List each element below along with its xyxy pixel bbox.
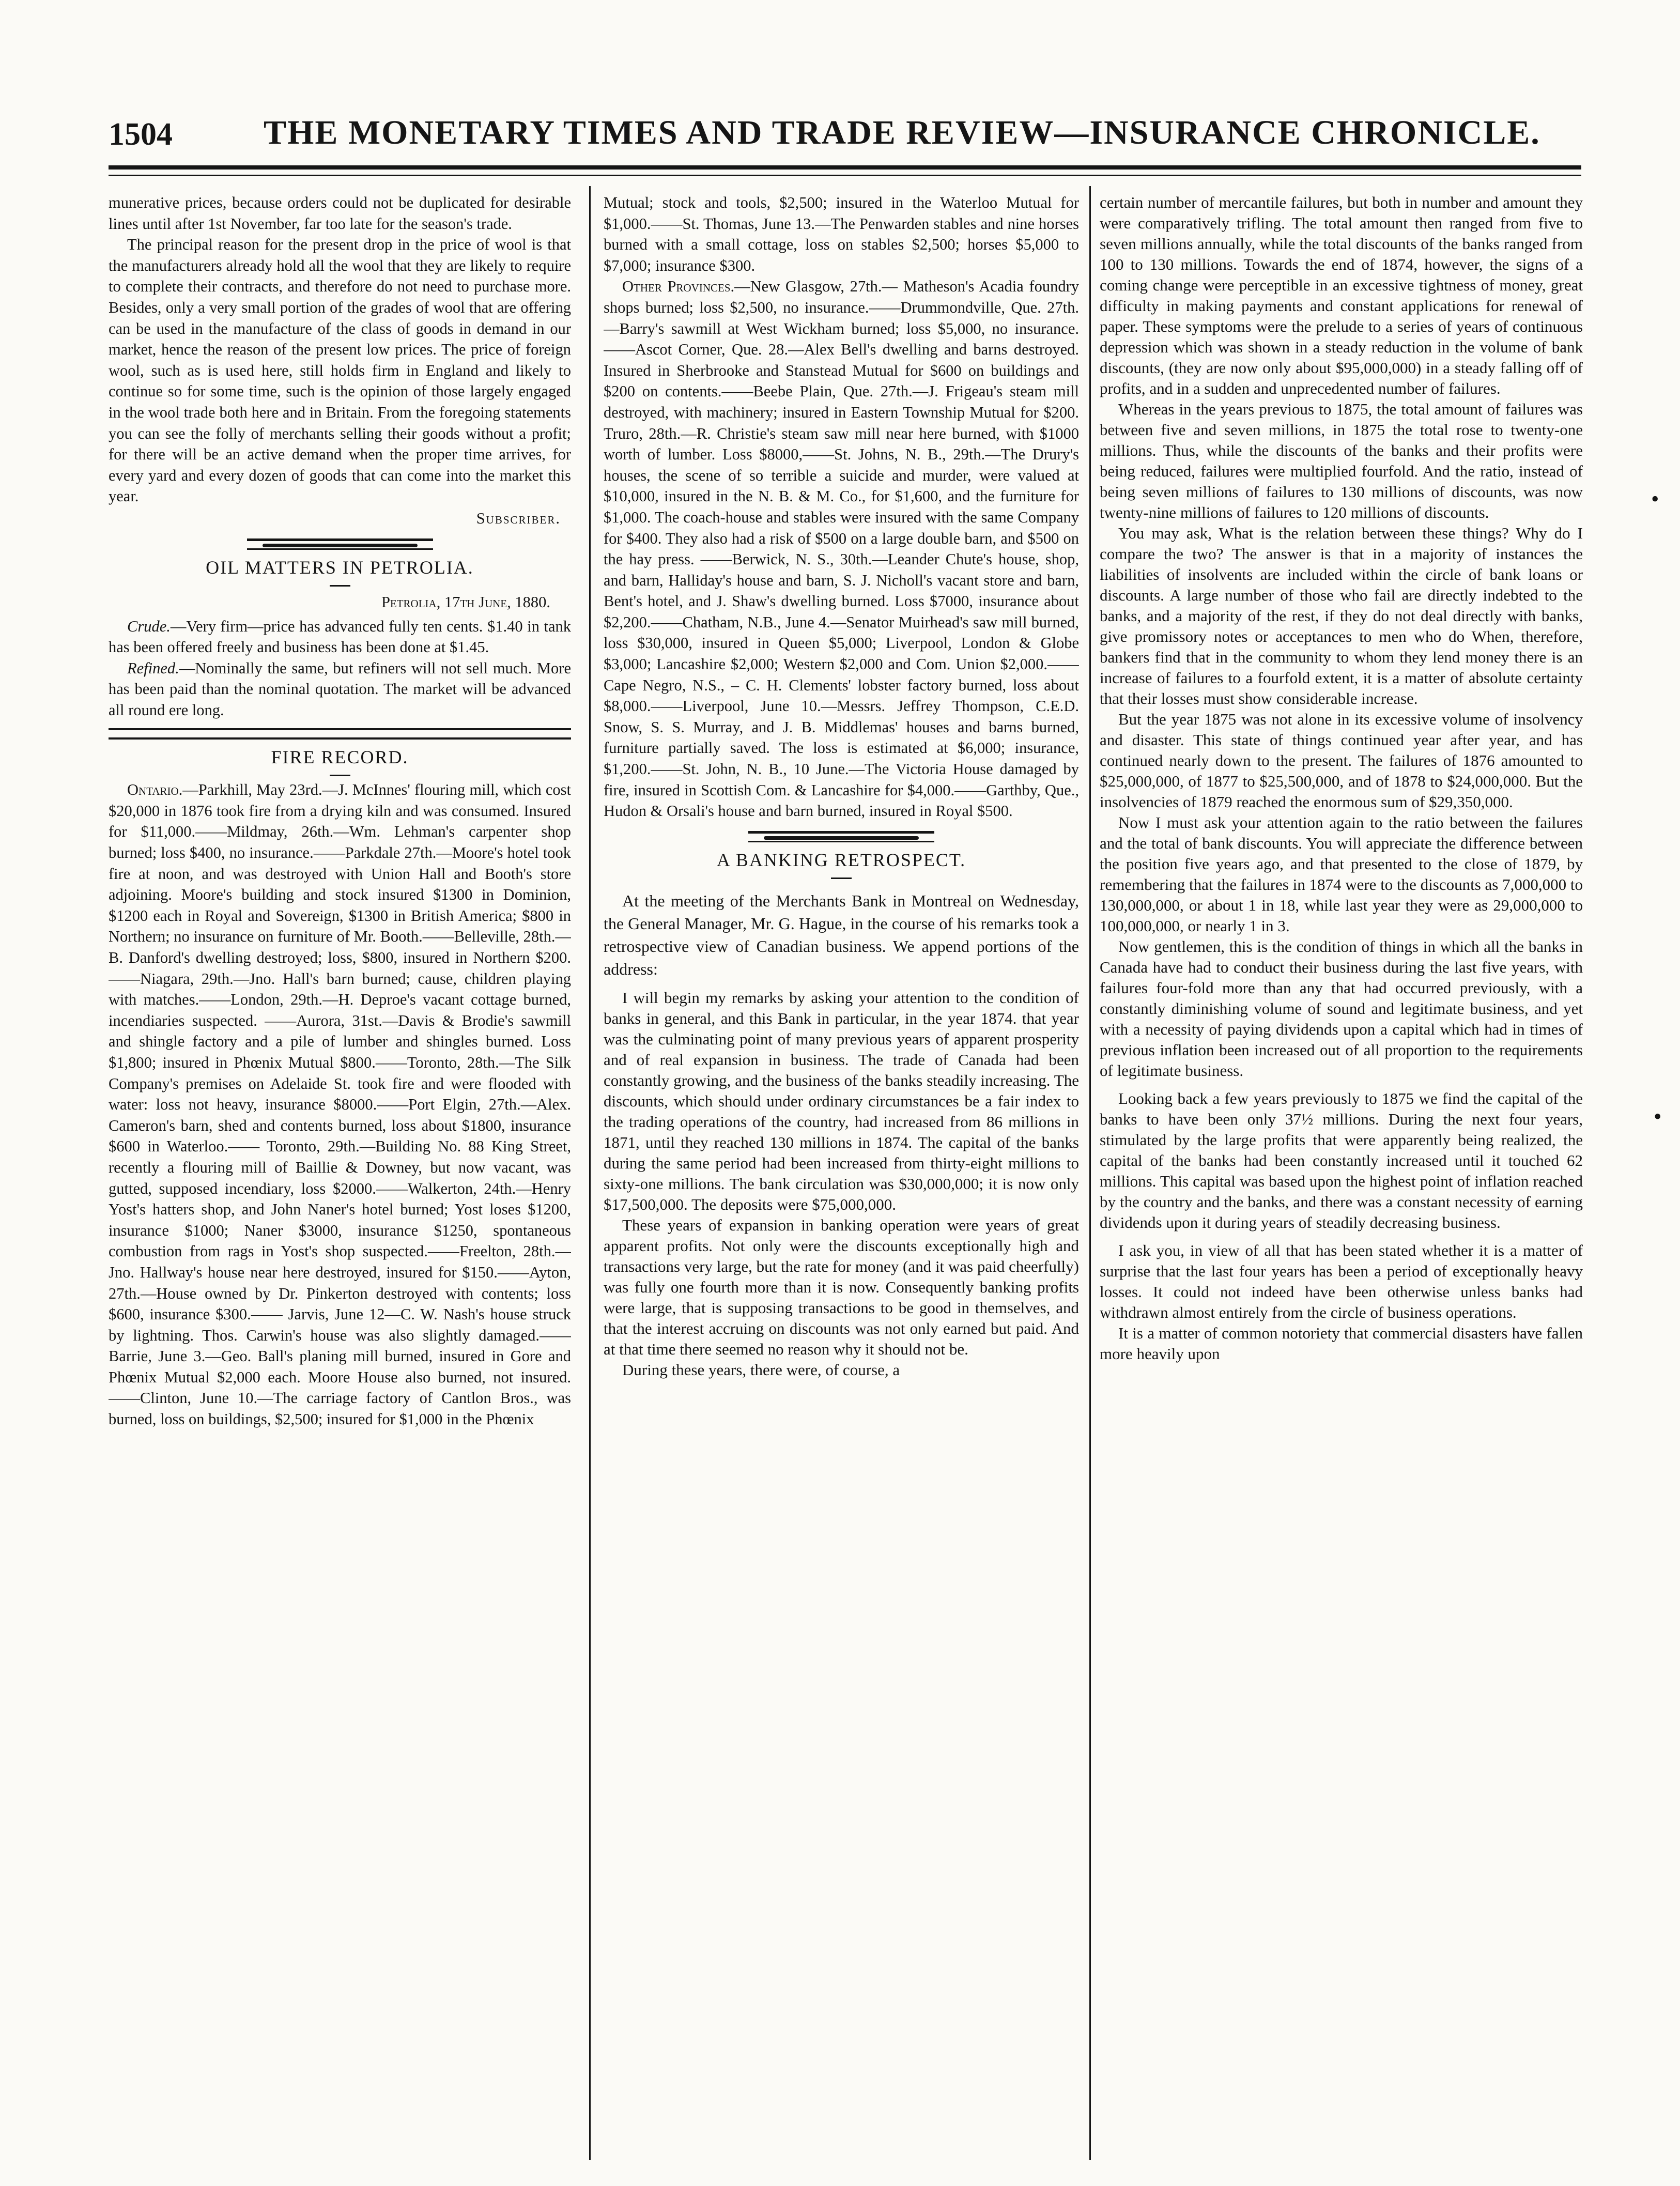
crude-label: Crude. <box>127 617 171 635</box>
retrospect-paragraph-5: Now I must ask your attention again to the ratio between the failures and the total of bank discounts. You will appreciate the difference between the position five years ago, and that presented to the close of 1879, by remembering that the failures in 1874 were to the discounts as 7,000,000 to 130,000,000, or about 1 in 18, while last year they were as 29,000,000 to 100,000,000, or nearly 1 in 3. <box>1100 813 1583 935</box>
heading-dash <box>330 775 350 776</box>
refined-text: —Nominally the same, but refiners will not sell much. More has been paid than the nominal quotation. The market will be advanced all round ere long. <box>109 659 571 719</box>
banking-heading: A BANKING RETROSPECT. <box>716 849 966 870</box>
banking-intro: At the meeting of the Merchants Bank in Montreal on Wednesday, the General Manager, Mr. G. Hague, in the course of his remarks took a retrospective view of Canadian business. We append portions of the address: <box>604 891 1079 979</box>
column-2 <box>604 192 1079 2156</box>
refined-label: Refined. <box>127 659 179 677</box>
refined-paragraph <box>109 658 571 721</box>
column-divider-1 <box>589 186 591 2160</box>
page-number: 1504 <box>109 117 173 152</box>
crude-paragraph <box>109 616 571 658</box>
crude-text: —Very firm—price has advanced fully ten cents. $1.40 in tank has been offered freely and business has been done at $1.45. <box>109 617 571 656</box>
other-provinces-label: Other Provinces. <box>622 278 735 296</box>
retrospect-paragraph-1: certain number of mercantile failures, but both in number and amount they were comparatively trifling. The total amount then ranged from five to seven millions annually, while the total discounts of the banks ranged from 100 to 130 millions. Towards the end of 1874, however, the signs of a coming change were perceptible in an excessive tightness of money, great difficulty in making payments and constant applications for renewal of paper. These symptoms were the prelude to a series of years of continuous depression which was shown in a steady reduction in the volume of bank discounts, (they are now only about $95,000,000) in a steady falling off of profits, and in a sudden and unprecedented number of failures. <box>1100 193 1583 397</box>
section-ornament <box>748 831 934 842</box>
retrospect-paragraph-3: You may ask, What is the relation between these things? Why do I compare the two? The answer is that in a majority of instances the liabilities of insolvents are included within the circle of bank loans or discounts. A large number of those who fail are directly indebted to the banks, and a majority of the rest, if they do not deal directly with banks, give promissory notes or acceptances to men who do When, therefore, bankers find that in the community to whom they lend money there is an increase of failures to a fourfold extent, it is a matter of absolute certainty that their losses must show considerable increase. <box>1100 524 1583 707</box>
column-3 <box>1100 192 1583 2156</box>
retrospect-paragraph-7: Looking back a few years previously to 1875 we find the capital of the banks to have been only 37½ millions. During the next four years, stimulated by the large profits that were apparently being realized, the capital of the banks had been constantly increased until it touched 62 millions. This capital was based upon the highest point of inflation reached by the country and the banks, and there was a constant necessity of earning dividends upon it during years of steadily decreasing business. <box>1100 1089 1583 1231</box>
ontario-paragraph <box>109 779 571 1429</box>
banking-paragraph-1: I will begin my remarks by asking your attention to the condition of banks in general, and this Bank in particular, in the year 1874. that year was the culminating point of many previous years of apparent prosperity and of real expansion in business. The trade of Canada had been constantly growing, and the business of the banks steadily increasing. The discounts, which should under ordinary circumstances be a fair index to the trading operations of the country, had increased from 86 millions in 1871, until they reached 130 millions in 1874. The capital of the banks during the same period had been increased from thirty-eight millions to sixty-one millions. The bank circulation was $30,000,000; it is now only $17,500,000. The deposits were $75,000,000. <box>604 989 1079 1214</box>
fire-continued-paragraph: Mutual; stock and tools, $2,500; insured in the Waterloo Mutual for $1,000.——St. Thomas, June 13.—The Penwarden stables and nine horses burned with a small cottage, loss on stables $2,500; horses $5,000 to $7,000; insurance $300. <box>604 194 1079 274</box>
retrospect-paragraph-2: Whereas in the years previous to 1875, the total amount of failures was between five and seven millions, in 1875 the total rose to twenty-one millions. Thus, while the discounts of the banks and their profits were being reduced, failures were multiplied fourfold. And the ratio, instead of being seven millions of failures to 130 millions of discounts, was now twenty-nine millions of failures to 120 millions of discounts. <box>1100 400 1583 521</box>
header-rule-thin <box>109 175 1581 176</box>
ontario-text: —Parkhill, May 23rd.—J. McInnes' flouring mill, which cost $20,000 in 1876 took fire from a drying kiln and was consumed. Insured for $11,000.——Mildmay, 26th.—Wm. Lehman's carpenter shop burned; loss $400, no insurance.——Parkdale 27th.—Moore's hotel took fire at noon, and was destroyed with Union Hall and Booth's store adjoining. Moore's building and stock insured $1300 in Dominion, $1200 each in Royal and Sovereign, $1300 in British America; $800 in Northern; no insurance on furniture of Mr. Booth.——Belleville, 28th.—B. Danford's dwelling destroyed; loss, $800, insured in Northern $200.——Niagara, 29th.—Jno. Hall's barn burned; cause, children playing with matches.——London, 29th.—H. Deproe's vacant cottage burned, incendiaries suspected. ——Aurora, 31st.—Davis & Brodie's sawmill and shingle factory and a pile of lumber and shingles burned. Loss $1,800; insured in Phœnix Mutual $800.——Toronto, 28th.—The Silk Company's premises on Adelaide St. took fire and were flooded with water: loss not heavy, insurance $8000.——Port Elgin, 27th.—Alex. Cameron's barn, shed and contents burned, loss about $1800, insurance $600 in Waterloo.—— Toronto, 29th.—Building No. 88 King Street, recently a flouring mill of Baillie & Downey, but now vacant, was gutted, supposed incendiary, loss $2000.——Walkerton, 24th.—Henry Yost's hatters shop, and John Naner's hotel burned; Yost loses $1200, insurance $1000; Naner $3000, insurance $1250, spontaneous combustion from rags in Yost's shop suspected.——Freelton, 28th.—Jno. Hallway's house near here destroyed, insured for $150.——Ayton, 27th.—House owned by Dr. Pinkerton destroyed with contents; loss $600, insurance $300.—— Jarvis, June 12—C. W. Nash's house struck by lightning. Thos. Carwin's house was also slightly damaged.—— Barrie, June 3.—Geo. Ball's planing mill burned, insured in Gore and Phœnix Mutual $2,000 each. Moore House also burned, not insured. ——Clinton, June 10.—The carriage factory of Cantlon Bros., was burned, loss on buildings, $2,500; insured for $1,000 in the Phœnix <box>109 781 571 1428</box>
page-header <box>109 106 1586 168</box>
heading-dash <box>330 585 350 587</box>
retrospect-paragraph-8: I ask you, in view of all that has been stated whether it is a matter of surprise that the last four years has been a period of exceptionally heavy losses. It could not indeed have been otherwise unless banks had withdrawn almost entirely from the circle of business operations. <box>1100 1241 1583 1321</box>
retrospect-paragraph-4: But the year 1875 was not alone in its excessive volume of insolvency and disaster. This state of things continued year after year, and has continued nearly down to the present. The failures of 1876 amounted to $25,000,000, of 1877 to $25,500,000, and of 1878 to $24,000,000. But the insolvencies of 1879 reached the enormous sum of $29,350,000. <box>1100 710 1583 811</box>
section-ornament <box>247 538 433 550</box>
wool-paragraph-1: munerative prices, because orders could not be duplicated for desirable lines until after 1st November, far too late for the season's trade. <box>109 194 571 233</box>
fire-heading: FIRE RECORD. <box>271 746 409 767</box>
heading-dash <box>831 878 852 879</box>
ontario-label: Ontario. <box>127 781 183 799</box>
oil-dateline: Petrolia, 17th June, 1880. <box>381 593 550 611</box>
section-double-rule <box>109 728 571 740</box>
other-provinces-text: —New Glasgow, 27th.— Matheson's Acadia foundry shops burned; loss $2,500, no insurance.——Drummondville, Que. 27th.—Barry's sawmill at West Wickham burned; loss $5,000, no insurance.——Ascot Corner, Que. 28.—Alex Bell's dwelling and barns destroyed. Insured in Sherbrooke and Stanstead Mutual for $600 on buildings and $200 on contents.——Beebe Plain, Que. 27th.—J. Frigeau's steam mill destroyed, with machinery; insured in Eastern Township Mutual for $200. Truro, 28th.—R. Christie's steam saw mill near here burned, with $1000 worth of lumber. Loss $8000,——St. Johns, N. B., 29th.—The Drury's houses, the scene of so terrible a suicide and murder, were valued at $10,000, insured in the N. B. & M. Co., for $1,600, and the furniture for $1,000. The coach-house and stables were insured with the same Company for $400. They also had a risk of $500 on a large double barn, and $500 on the hay press. ——Berwick, N. S., 30th.—Leander Chute's house, shop, and barn, Halliday's house and barn, S. J. Nicholl's vacant store and barn, Bent's hotel, and J. Shaw's dwelling burned. Loss $7000, insurance about $2,200.——Chatham, N.B., June 4.—Senator Muirhead's saw mill burned, loss $30,000, insured in Queen $5,000; Liverpool, London & Globe $3,000; Lancashire $2,000; Western $2,000 and Com. Union $2,000.——Cape Negro, N.S., – C. H. Clements' lobster factory burned, loss about $8,000.——Liverpool, June 10.—Messrs. Jeffrey Thompson, C.E.D. Snow, S. S. Murray, and J. B. Middlemas' houses and barns burned, furniture partially saved. The loss is estimated at $6,000; insurance, $1,200.——St. John, N. B., 10 June.—The Victoria House damaged by fire, insured in Scottish Com. & Lancashire for $4,000.——Garthby, Que., Hudon & Orsali's house and barn burned, insured in Royal $500. <box>604 278 1079 820</box>
retrospect-paragraph-9: It is a matter of common notoriety that commercial disasters have fallen more heavily upon <box>1100 1324 1583 1363</box>
banking-paragraph-3: During these years, there were, of course, a <box>622 1361 900 1379</box>
other-provinces-paragraph <box>604 276 1079 821</box>
margin-mark: • <box>1651 486 1659 512</box>
column-divider-2 <box>1089 186 1091 2160</box>
banking-paragraph-2: These years of expansion in banking operation were years of great apparent profits. Not only were the discounts exceptionally high and transactions very large, but the rate for money (and it was paid cheerfully) was fully one fourth more than it is now. Consequently banking profits were large, that is supposing transactions to be good in themselves, and that the interest accruing on discounts was not only earned but paid. And at that time there seemed no reason why it should not be. <box>604 1216 1079 1359</box>
signature: Subscriber. <box>476 509 561 527</box>
column-1 <box>109 192 571 2156</box>
oil-heading: OIL MATTERS IN PETROLIA. <box>206 557 474 578</box>
margin-mark: • <box>1654 1104 1662 1129</box>
masthead-title: THE MONETARY TIMES AND TRADE REVIEW—INSURANCE CHRONICLE. <box>264 114 1540 151</box>
header-rule-thick <box>109 165 1581 170</box>
retrospect-paragraph-6: Now gentlemen, this is the condition of things in which all the banks in Canada have had to conduct their business during the last five years, with failures four-fold more than any that had occurred previously, with a constantly diminishing volume of sound and legitimate business, and yet with a necessity of paying dividends upon a capital which had in times of previous inflation been increased out of all proportion to the requirements of legitimate business. <box>1100 937 1583 1080</box>
wool-paragraph-2: The principal reason for the present drop in the price of wool is that the manufacturers already hold all the wool that they are likely to require to complete their contracts, and therefore do not need to purchase more. Besides, only a very small portion of the grades of wool that are offering can be used in the manufacture of the class of goods in demand in our market, hence the reason of the present low prices. The price of foreign wool, such as is used here, still holds firm in England and likely to continue so for some time, such is the opinion of those largely engaged in the wool trade both here and in Britain. From the foregoing statements you can see the folly of merchants selling their goods without a profit; for there will be an active demand when the proper time arrives, for every yard and every dozen of goods that can come into the market this year. <box>109 236 571 505</box>
